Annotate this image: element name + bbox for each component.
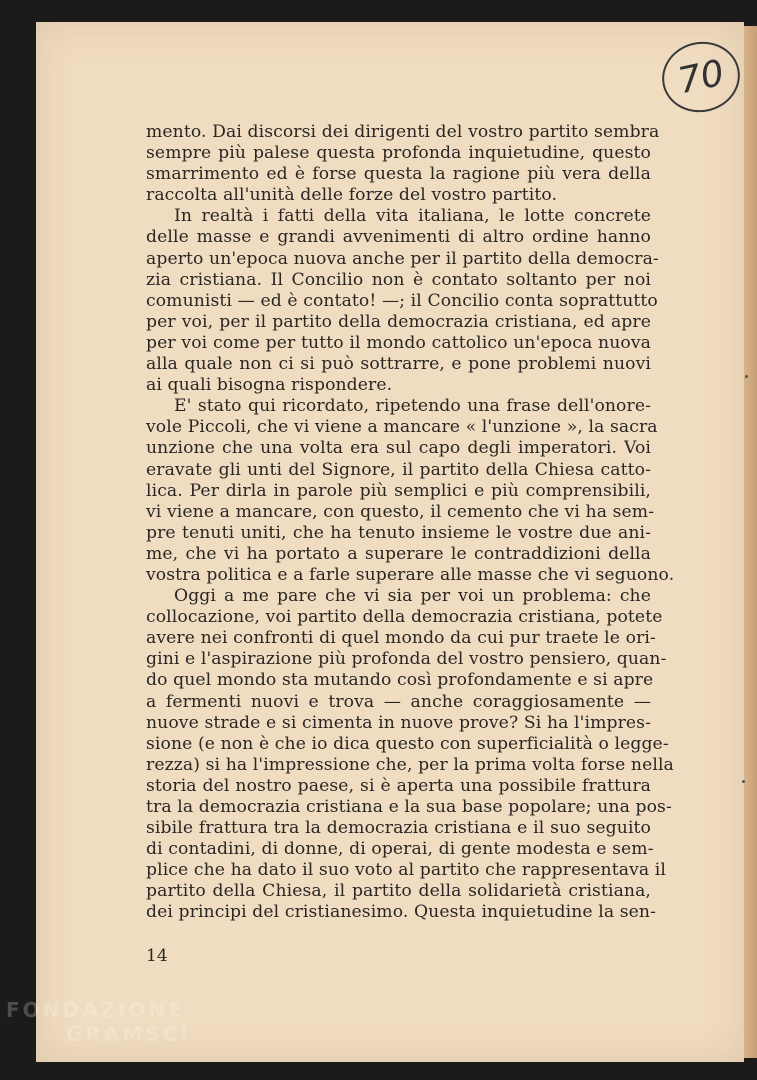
text-line: lica. Per dirla in parole più semplici e più comprensibili, — [146, 480, 651, 501]
text-line: delle masse e grandi avvenimenti di altro ordine hanno — [146, 227, 651, 248]
text-line: per voi, per il partito della democrazia cristiana, ed apre — [146, 311, 651, 332]
text-line: storia del nostro paese, si è aperta una possibile frattura — [146, 775, 651, 796]
text-line: Oggi a me pare che vi sia per voi un problema: che — [174, 586, 651, 607]
text-line: collocazione, voi partito della democrazia cristiana, potete — [146, 607, 663, 628]
text-line: nuove strade e si cimenta in nuove prove? Si ha l'impres- — [146, 712, 651, 733]
text-line: sempre più palese questa profonda inquietudine, questo — [146, 143, 651, 164]
text-line: pre tenuti uniti, che ha tenuto insieme le vostre due ani- — [146, 522, 651, 543]
text-line: vostra politica e a farle superare alle masse che vi seguono. — [146, 564, 675, 585]
text-line: di contadini, di donne, di operai, di gente modesta e sem- — [146, 839, 654, 860]
text-line: dei principi del cristianesimo. Questa inquietudine la sen- — [146, 902, 657, 923]
text-line: vole Piccoli, che vi viene a mancare « l'unzione », la sacra — [146, 417, 658, 438]
text-line: raccolta all'unità delle forze del vostro partito. — [146, 185, 558, 206]
margin-mark — [742, 780, 745, 783]
text-line: aperto un'epoca nuova anche per il partito della democra- — [146, 248, 659, 269]
archive-number: 70 — [674, 52, 728, 102]
text-line: a fermenti nuovi e trova — anche coraggiosamente — — [146, 691, 651, 712]
text-line: alla quale non ci si può sottrarre, e pone problemi nuovi — [146, 354, 651, 375]
text-line: plice che ha dato il suo voto al partito che rappresentava il — [146, 860, 666, 881]
text-line: sibile frattura tra la democrazia cristiana e il suo seguito — [146, 818, 651, 839]
text-line: E' stato qui ricordato, ripetendo una frase dell'onore- — [174, 396, 651, 417]
text-line: comunisti — ed è contato! —; il Concilio conta soprattutto — [146, 290, 658, 311]
text-line: per voi come per tutto il mondo cattolico un'epoca nuova — [146, 332, 651, 353]
watermark — [6, 998, 191, 1046]
text-line: partito della Chiesa, il partito della solidarietà cristiana, — [146, 881, 651, 902]
text-line: zia cristiana. Il Concilio non è contato soltanto per noi — [146, 269, 651, 290]
text-line: rezza) si ha l'impressione che, per la prima volta forse nella — [146, 754, 674, 775]
page-number: 14 — [146, 946, 168, 966]
text-line: eravate gli unti del Signore, il partito della Chiesa catto- — [146, 459, 651, 480]
text-line: avere nei confronti di quel mondo da cui pur traete le ori- — [146, 628, 656, 649]
margin-mark — [745, 375, 748, 378]
text-line: do quel mondo sta mutando così profondamente e si apre — [146, 670, 654, 691]
body-text — [146, 122, 675, 924]
text-line: mento. Dai discorsi dei dirigenti del vostro partito sembra — [146, 122, 660, 142]
text-line: tra la democrazia cristiana e la sua base popolare; una pos- — [146, 797, 672, 817]
text-line: sione (e non è che io dica questo con superficialità o legge- — [146, 733, 669, 754]
watermark-line: FONDAZIONE — [6, 998, 185, 1022]
text-line: ai quali bisogna rispondere. — [146, 375, 393, 396]
watermark-line: GRAMSCI — [66, 1022, 191, 1046]
text-line: unzione che una volta era sul capo degli imperatori. Voi — [146, 438, 651, 459]
text-line: In realtà i fatti della vita italiana, le lotte concrete — [174, 206, 651, 227]
text-line: me, che vi ha portato a superare le contraddizioni della — [146, 543, 651, 564]
text-line: vi viene a mancare, con questo, il cemento che vi ha sem- — [146, 501, 655, 522]
text-line: smarrimento ed è forse questa la ragione più vera della — [146, 164, 651, 185]
text-line: gini e l'aspirazione più profonda del vostro pensiero, quan- — [146, 649, 667, 670]
